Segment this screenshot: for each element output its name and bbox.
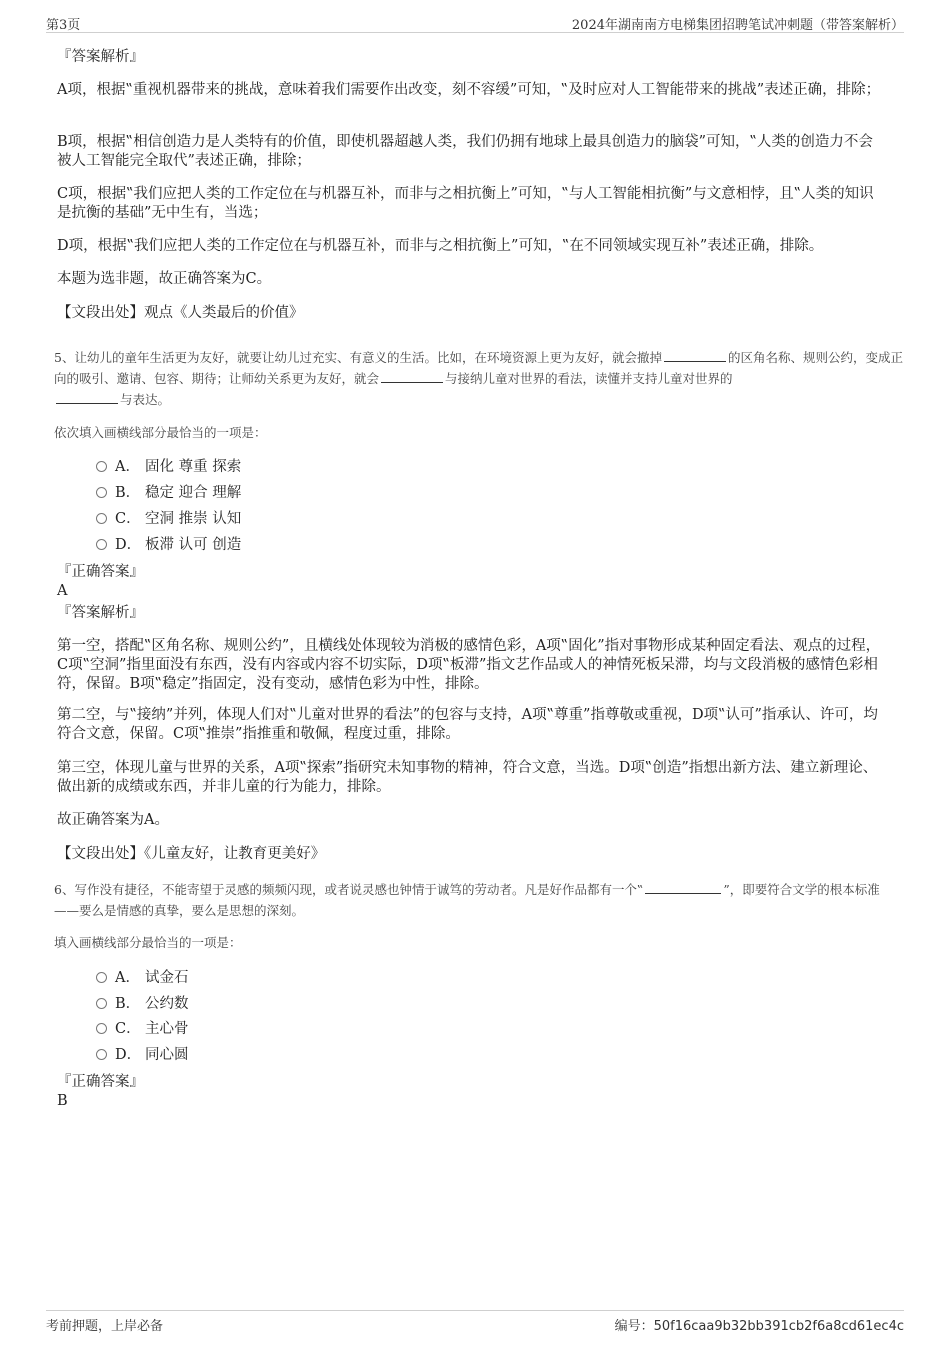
radio-icon[interactable] [96, 461, 107, 472]
q4-analysis-conclusion: 本题为选非题，故正确答案为C。 [57, 271, 272, 287]
q5-option-c[interactable]: C． 空洞 推崇 认知 [96, 510, 241, 528]
page-footer [46, 1310, 904, 1335]
q4-analysis-p4: D项，根据‟我们应把人类的工作定位在与机器互补，而非与之相抗衡上”可知，‟在不同领域实现互补”表述正确，排除。 [57, 238, 824, 254]
q5-answer: A [57, 583, 68, 599]
q6-option-c[interactable]: C． 主心骨 [96, 1020, 189, 1038]
q6-option-d[interactable]: D． 同心圆 [96, 1046, 189, 1064]
q4-analysis-p1: A项，根据‟重视机器带来的挑战，意味着我们需要作出改变，刻不容缓”可知，‟及时应对人工智能带来的挑战”表述正确，排除； [57, 82, 881, 98]
q6-text-b: ”，即要符合文学的根本标准——要么是情感的真挚，要么是思想的深刻。 [54, 882, 880, 918]
q5-analysis-p3: 第三空，体现儿童与世界的关系，A项‟探索”指研究未知事物的精神，符合文意，当选。D项‟创造”指想出新方法、建立新理论、做出新的成绩或东西，并非儿童的行为能力，排除。 [57, 760, 878, 795]
q5-instruction: 依次填入画横线部分最恰当的一项是： [54, 425, 267, 440]
q4-source: 【文段出处】观点《人类最后的价值》 [57, 305, 304, 321]
radio-icon[interactable] [96, 972, 107, 983]
q6-instruction: 填入画横线部分最恰当的一项是： [54, 935, 242, 950]
q5-text-b: 的区角名称、规则公约，变成正向的吸引、邀请、包容、期待；让师幼关系更为友好，就会 [54, 350, 903, 386]
q6-option-b[interactable]: B． 公约数 [96, 995, 189, 1013]
radio-icon[interactable] [96, 1023, 107, 1034]
footer-slogan: 考前押题，上岸必备 [46, 1319, 164, 1334]
q6-answer: B [57, 1093, 68, 1109]
q5-blank-2 [381, 370, 443, 383]
document-title: 2024年湖南南方电梯集团招聘笔试冲刺题（带答案解析） [571, 18, 904, 33]
q4-analysis-heading: 『答案解析』 [57, 49, 144, 65]
radio-icon[interactable] [96, 513, 107, 524]
q5-text-d: 与表达。 [120, 392, 171, 407]
q5-source: 【文段出处】《儿童友好，让教育更美好》 [57, 846, 326, 862]
q5-option-d[interactable]: D． 板滞 认可 创造 [96, 536, 241, 554]
q5-answer-heading: 『正确答案』 [57, 564, 144, 580]
radio-icon[interactable] [96, 487, 107, 498]
q5-analysis-conclusion: 故正确答案为A。 [57, 812, 169, 828]
q6-option-a[interactable]: A． 试金石 [96, 969, 189, 987]
q6-answer-heading: 『正确答案』 [57, 1074, 144, 1090]
q6-blank [645, 881, 721, 894]
q5-text-a: 5、让幼儿的童年生活更为友好，就要让幼儿过充实、有意义的生活。比如，在环境资源上更为友好，就会撤掉 [54, 350, 662, 365]
radio-icon[interactable] [96, 998, 107, 1009]
q6-text-a: 6、写作没有捷径，不能寄望于灵感的频频闪现，或者说灵感也钟情于诚笃的劳动者。凡是好作品都有一个‟ [54, 882, 644, 897]
q5-option-a[interactable]: A． 固化 尊重 探索 [96, 458, 241, 476]
q5-blank-3 [56, 391, 118, 404]
q5-analysis-heading: 『答案解析』 [57, 605, 144, 621]
q5-analysis-p2: 第二空，与‟接纳”并列，体现人们对‟儿童对世界的看法”的包容与支持，A项‟尊重”指尊敬或重视，D项‟认可”指承认、许可，均符合文意，保留。C项‟推崇”指推重和敬佩，程度过重，排除。 [57, 707, 878, 742]
page-number: 第3页 [46, 18, 81, 33]
q6-question [54, 879, 904, 921]
q5-analysis-p1: 第一空，搭配‟区角名称、规则公约”，且横线处体现较为消极的感情色彩，A项‟固化”指对事物形成某种固定看法、观点的过程，C项‟空洞”指里面没有东西，没有内容或内容不切实际，D项‟板滞”指文艺作品或人的神情死板呆滞，均与文段消极的感情色彩相符，保留。B项‟稳定”指固定，没有变动，感情色彩为中性，排除。 [57, 638, 881, 692]
radio-icon[interactable] [96, 539, 107, 550]
document-code: 编号：50f16caa9b32bb391cb2f6a8cd61ec4c [614, 1319, 904, 1334]
q4-analysis-p2: B项，根据‟相信创造力是人类特有的价值，即使机器超越人类，我们仍拥有地球上最具创造力的脑袋”可知，‟人类的创造力不会被人工智能完全取代”表述正确，排除； [57, 134, 873, 169]
q5-option-b[interactable]: B． 稳定 迎合 理解 [96, 484, 241, 502]
q4-analysis-p3: C项，根据‟我们应把人类的工作定位在与机器互补，而非与之相抗衡上”可知，‟与人工智能相抗衡”与文意相悖，且‟人类的知识是抗衡的基础”无中生有，当选； [57, 186, 874, 221]
page-header [46, 12, 904, 33]
q5-question [54, 347, 904, 410]
q5-blank-1 [664, 349, 726, 362]
q5-text-c: 与接纳儿童对世界的看法，读懂并支持儿童对世界的 [445, 371, 733, 386]
radio-icon[interactable] [96, 1049, 107, 1060]
